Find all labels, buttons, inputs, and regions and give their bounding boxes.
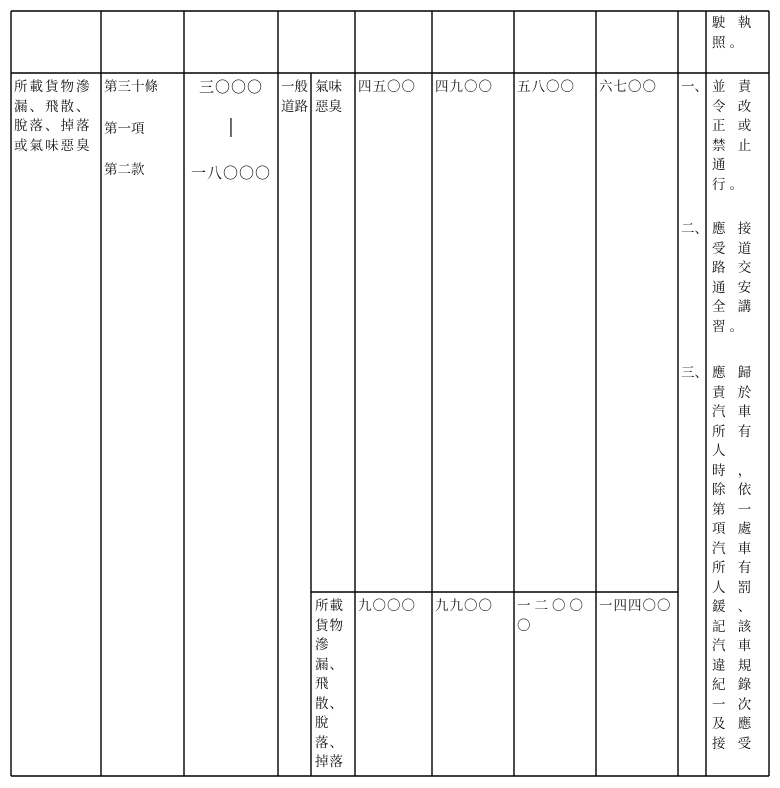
fine-odor-1: 四五〇〇 [358, 79, 416, 95]
note-1-number: 一、 [681, 79, 708, 95]
note-3-text: 應 歸 責 於 汽 車 所 有 人 時 ， 除 依 第 一 項 處 汽 車 所 有 人 罰 鍰 、 記 該 汽 車 違 規 紀 錄 一 次 及 應 接 受 [712, 365, 756, 752]
subtype-odor: 氣味 惡臭 [315, 79, 342, 115]
notes-continuation-text: 駛 執 照。 [712, 15, 756, 51]
note-3-number: 三、 [681, 365, 708, 381]
note-1-text: 並 責 令 改 正 或 禁 止 通 行。 [712, 79, 756, 193]
fine-spill-4: 一四四〇〇 [599, 598, 672, 614]
subclause-number: 第二款 [104, 162, 145, 178]
article-number: 第三十條 [104, 79, 158, 95]
fine-spill-3: 一二〇〇 〇 [517, 598, 587, 634]
subtype-cargo-spill: 所載 貨物 滲 漏、 飛 散、 脫 落、 掉落 [315, 598, 344, 770]
note-2-text: 應 接 受 道 路 交 通 安 全 講 習。 [712, 221, 756, 335]
fine-spill-1: 九〇〇〇 [358, 598, 416, 614]
fine-range-dash: │ [226, 118, 236, 137]
violation-description: 所載貨物滲 漏、飛散、 脫落、掉落 或氣味惡臭 [14, 79, 92, 154]
fine-odor-2: 四九〇〇 [435, 79, 493, 95]
fine-range-to: 一八〇〇〇 [190, 164, 271, 182]
clause-number: 第一項 [104, 121, 145, 137]
note-2-number: 二、 [681, 221, 708, 237]
fine-odor-4: 六七〇〇 [599, 79, 657, 95]
fine-odor-3: 五八〇〇 [517, 79, 575, 95]
fine-range-from: 三〇〇〇 [198, 78, 263, 96]
fine-spill-2: 九九〇〇 [435, 598, 493, 614]
road-type: 一般 道路 [281, 79, 308, 115]
